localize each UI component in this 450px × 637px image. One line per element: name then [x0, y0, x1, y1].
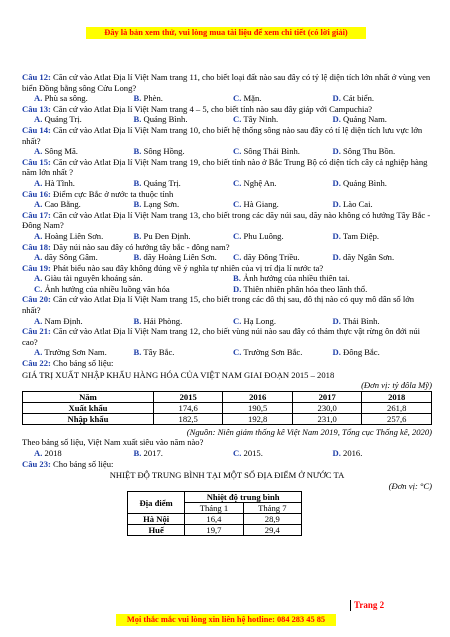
table-cell: Xuất khẩu [23, 402, 154, 413]
option-text: Hoàng Liên Sơn. [44, 230, 104, 241]
answer-options [22, 284, 432, 295]
option-letter: C. [233, 146, 242, 157]
option-letter: D. [332, 315, 341, 326]
answer-option [233, 347, 333, 358]
option-text: dãy Hoàng Liên Sơn. [143, 252, 217, 263]
answer-option [233, 199, 333, 210]
answer-option [34, 448, 134, 459]
table-header-cell: 2016 [223, 391, 293, 402]
option-text: dãy Ngân Sơn. [343, 252, 395, 263]
option-text: Mặn. [243, 93, 262, 104]
table-row [128, 525, 302, 536]
option-letter: D. [332, 93, 341, 104]
option-text: 2017. [143, 448, 163, 458]
table-cell: 16,4 [185, 514, 243, 525]
answer-option [233, 316, 333, 327]
question-number: Câu 15: [22, 156, 51, 167]
page-number: Trang 2 [350, 600, 384, 611]
table-header-cell: Tháng 1 [185, 503, 243, 514]
table-cell: 29,4 [243, 525, 301, 536]
option-text: Tây Bắc. [143, 347, 175, 358]
option-text: Trường Sơn Bắc. [243, 347, 303, 358]
question-number: Câu 21: [22, 326, 51, 337]
option-letter: C. [233, 93, 242, 104]
option-text: Sông Thu Bồn. [343, 146, 396, 157]
table-unit: (Đơn vị: °C) [388, 480, 432, 491]
answer-option [233, 231, 333, 242]
option-text: 2015. [243, 448, 263, 458]
table-source: (Nguồn: Niên giám thống kê Việt Nam 2019, Tổng cục Thống kê, 2020) [186, 426, 432, 437]
option-text: Quảng Nam. [343, 114, 387, 125]
table-header-cell: Năm [23, 391, 154, 402]
option-text: dãy Đông Triều. [243, 252, 300, 263]
answer-option [134, 199, 234, 210]
answer-option [134, 347, 234, 358]
answer-option [333, 178, 433, 189]
table-cell: 231,0 [292, 413, 362, 424]
table-cell: 261,8 [362, 402, 432, 413]
question-number: Câu 16: [22, 188, 51, 199]
answer-option [134, 316, 234, 327]
option-text: dãy Sông Gâm. [44, 252, 98, 263]
option-letter: D. [332, 252, 341, 263]
option-text: Sông Mã. [44, 146, 78, 157]
question-number: Câu 14: [22, 124, 51, 135]
option-text: Hạ Long. [243, 315, 276, 326]
option-text: Thái Bình. [342, 315, 380, 326]
temperature-table [127, 491, 302, 536]
trade-table [22, 391, 432, 425]
option-text: Cao Bằng. [44, 199, 81, 210]
option-letter: A. [34, 177, 43, 188]
question-list [22, 72, 432, 536]
option-letter: B. [133, 93, 142, 104]
option-letter: D. [332, 114, 341, 125]
option-text: Tam Điệp. [342, 230, 380, 241]
table-cell: 230,0 [292, 402, 362, 413]
option-text: Sông Hồng. [143, 146, 185, 157]
option-text: 2016. [343, 448, 363, 458]
table-unit: (Đơn vị: tỷ đôla Mỹ) [361, 380, 432, 391]
question-number: Câu 22: [22, 358, 51, 369]
question [22, 189, 432, 200]
answer-option: B. Ảnh hưởng của nhiều thiên tai. [233, 273, 350, 284]
table-cell: Hà Nội [128, 514, 185, 525]
answer-option [34, 146, 134, 157]
question-text: Căn cứ vào Atlat Địa lí Việt Nam trang 12, cho biết vùng núi nào sau đây có thảm thực vật rừng ôn đới núi cao? [22, 326, 421, 347]
table-header-cell: Địa điểm [128, 492, 185, 514]
answer-options [22, 114, 432, 125]
option-letter: D. [332, 177, 341, 188]
option-text: Phù sa sông. [44, 93, 88, 104]
option-text: Tây Ninh. [243, 114, 279, 125]
question [22, 157, 432, 178]
question: Câu 22: Cho bảng số liệu: [22, 358, 114, 369]
answer-option [34, 199, 134, 210]
option-text: Hà Tĩnh. [44, 177, 75, 188]
question-text: Điểm cực Bắc ở nước ta thuộc tỉnh [53, 188, 174, 199]
option-letter: C. [233, 448, 242, 458]
answer-options [22, 93, 432, 104]
question-text: Căn cứ vào Atlat Địa lí Việt Nam trang 19, cho biết tỉnh nào ở Bắc Trung Bộ có diện tích cây cả nghiệp hàng năm lớn nhất ? [22, 156, 428, 178]
answer-options [22, 199, 432, 210]
option-letter: B. [133, 177, 142, 188]
option-letter: B. [133, 448, 142, 458]
table-cell: Huế [128, 525, 185, 536]
option-letter: D. [332, 230, 341, 241]
option-text: Nghệ An. [243, 177, 277, 188]
preview-banner: Đây là bản xem thử, vui lòng mua tài liệu để xem chi tiết (có lời giải) [86, 27, 366, 39]
option-text: Đông Bắc. [343, 347, 380, 358]
option-letter: C. [233, 315, 242, 326]
option-text: Quảng Bình. [343, 177, 387, 188]
table-cell: 182,5 [153, 413, 223, 424]
question-number: Câu 18: [22, 241, 51, 252]
question-number: Câu 13: [22, 103, 51, 114]
option-letter: B. [133, 347, 142, 358]
question: Câu 23: Cho bảng số liệu: [22, 458, 114, 469]
answer-options [22, 273, 432, 284]
option-letter: D. [332, 146, 341, 157]
option-text: Quảng Bình. [143, 114, 188, 125]
answer-option [333, 199, 433, 210]
option-letter: B. [133, 230, 142, 241]
answer-option: D. Thiên nhiên phân hóa theo lãnh thổ. [233, 283, 368, 294]
option-letter: B. [133, 114, 142, 125]
option-letter: A. [34, 315, 43, 326]
option-text: Cát biển. [343, 93, 375, 104]
table-cell: Nhập khẩu [23, 413, 154, 424]
question-text: Dãy núi nào sau đây có hướng tây bắc - đông nam? [53, 241, 230, 252]
option-letter: C. [233, 230, 242, 241]
table-title: NHIỆT ĐỘ TRUNG BÌNH TẠI MỘT SỐ ĐỊA ĐIỂM Ở NƯỚC TA [109, 470, 345, 481]
table-header-cell: 2018 [362, 391, 432, 402]
table-header-cell: 2015 [153, 391, 223, 402]
question-text: Căn cứ vào Atlat Địa lí Việt Nam trang 10, cho biết hệ thống sông nào sau đây có tỉ lệ diện tích lưu vực lớn nhất? [22, 124, 423, 146]
option-letter: A. [34, 114, 43, 125]
answer-option [34, 231, 134, 242]
answer-options [22, 178, 432, 189]
answer-option [34, 347, 134, 358]
answer-option [333, 231, 433, 242]
option-letter: A. [34, 230, 43, 241]
option-letter: B. [133, 146, 142, 157]
answer-option [233, 448, 333, 459]
answer-option [333, 146, 433, 157]
option-text: 2018 [44, 448, 62, 458]
answer-options [22, 231, 432, 242]
answer-options [22, 146, 432, 157]
question [22, 263, 432, 274]
answer-option [233, 252, 333, 263]
question-text: Phát biểu nào sau đây không đúng về ý nghĩa tự nhiên của vị trí địa lí nước ta? [53, 262, 324, 273]
option-letter: A. [34, 448, 43, 458]
option-letter: C. [233, 177, 242, 188]
hotline-banner: Mọi thắc mắc vui lòng xin liên hệ hotline: 084 283 45 85 [116, 614, 336, 626]
question-number: Câu 17: [22, 209, 51, 220]
answer-option [134, 146, 234, 157]
option-letter: C. [233, 347, 242, 358]
option-letter: A. [34, 347, 43, 358]
question-number: Câu 12: [22, 72, 51, 82]
table-cell: 257,6 [362, 413, 432, 424]
answer-option [233, 114, 333, 125]
answer-option [233, 146, 333, 157]
answer-option [333, 93, 433, 104]
question-text: Căn cứ vào Atlat Địa lí Việt Nam trang 11, cho biết loại đất nào sau đây có tỷ lệ diện tích lớn nhất ở vùng ven biển Đồng bằng sông Cửu Long? [22, 72, 431, 93]
question [22, 72, 432, 93]
option-letter: A. [34, 252, 43, 263]
answer-option [34, 252, 134, 263]
table-row [128, 514, 302, 525]
option-letter: B. [133, 315, 142, 326]
table-row [23, 413, 432, 424]
answer-option [34, 114, 134, 125]
table-cell: 19,7 [185, 525, 243, 536]
answer-option [34, 93, 134, 104]
answer-option [134, 252, 234, 263]
question [22, 104, 432, 115]
answer-option [134, 231, 234, 242]
table-title: GIÁ TRỊ XUẤT NHẬP KHẨU HÀNG HÓA CỦA VIỆT NAM GIAI ĐOẠN 2015 – 2018 [22, 369, 335, 380]
option-text: Quảng Trị. [44, 114, 82, 125]
answer-option [134, 93, 234, 104]
option-text: Pu Đen Định. [143, 230, 191, 241]
option-text: Phu Luông. [243, 230, 284, 241]
option-text: Trường Sơn Nam. [44, 347, 107, 358]
table-row [23, 402, 432, 413]
option-letter: C. [233, 114, 242, 125]
option-letter: D. [332, 347, 341, 358]
table-header-row [23, 391, 432, 402]
question [22, 294, 432, 315]
answer-options [22, 316, 432, 327]
table-header-cell: Nhiệt độ trung bình [185, 492, 302, 503]
table-cell: 192,8 [223, 413, 293, 424]
answer-option: A. Giàu tài nguyên khoáng sản. [34, 273, 143, 284]
option-letter: D. [332, 448, 341, 458]
answer-option [134, 114, 234, 125]
option-letter: A. [34, 93, 43, 104]
question [22, 210, 432, 231]
answer-option [34, 178, 134, 189]
option-text: Hà Giang. [243, 199, 279, 210]
option-text: Phèn. [143, 93, 163, 104]
option-letter: A. [34, 146, 43, 157]
table-header-cell: 2017 [292, 391, 362, 402]
option-text: Sông Thái Bình. [243, 146, 300, 157]
answer-option [333, 448, 433, 459]
question-text: Căn cứ vào Atlat Địa lí Việt Nam trang 15, cho biết trong các đô thị sau, đô thị nào có quy mô dân số lớn nhất? [22, 294, 415, 316]
question-text: Theo bảng số liệu, Việt Nam xuất siêu vào năm nào? [22, 437, 204, 448]
question [22, 326, 432, 347]
question-text: Căn cứ vào Atlat Địa lí Việt Nam trang 13, cho biết trong các dãy núi sau, dãy nào không có hướng Tây Bắc - Đông Nam? [22, 209, 431, 231]
option-letter: A. [34, 199, 43, 210]
answer-option [34, 316, 134, 327]
answer-option [134, 448, 234, 459]
table-cell: 28,9 [243, 514, 301, 525]
answer-option [233, 93, 333, 104]
table-header-cell: Tháng 7 [243, 503, 301, 514]
option-text: Hải Phòng. [143, 315, 183, 326]
answer-option [134, 178, 234, 189]
question-number: Câu 23: [22, 458, 51, 469]
option-text: Quảng Trị. [143, 177, 181, 188]
question-text: Căn cứ vào Atlat Địa lí Việt Nam trang 4 – 5, cho biết tỉnh nào sau đây giáp với Campuchia? [53, 103, 373, 114]
option-text: Nam Định. [44, 315, 83, 326]
answer-option [333, 347, 433, 358]
question [22, 242, 432, 253]
page-divider [350, 600, 351, 611]
question-number: Câu 20: [22, 294, 51, 305]
question-number: Câu 19: [22, 262, 51, 273]
answer-options [22, 448, 432, 459]
option-letter: C. [233, 252, 242, 263]
answer-option [333, 316, 433, 327]
option-letter: B. [133, 199, 142, 210]
answer-option [233, 178, 333, 189]
option-letter: C. [233, 199, 242, 210]
option-letter: B. [133, 252, 142, 263]
option-letter: D. [332, 199, 341, 210]
table-cell: 174,6 [153, 402, 223, 413]
answer-option [333, 252, 433, 263]
answer-options [22, 347, 432, 358]
answer-option: C. Ảnh hưởng của nhiều luồng văn hóa [34, 283, 170, 294]
table-cell: 190,5 [223, 402, 293, 413]
option-text: Lào Cai. [343, 199, 373, 210]
answer-options [22, 252, 432, 263]
question [22, 125, 432, 146]
option-text: Lạng Sơn. [143, 199, 180, 210]
answer-option [333, 114, 433, 125]
